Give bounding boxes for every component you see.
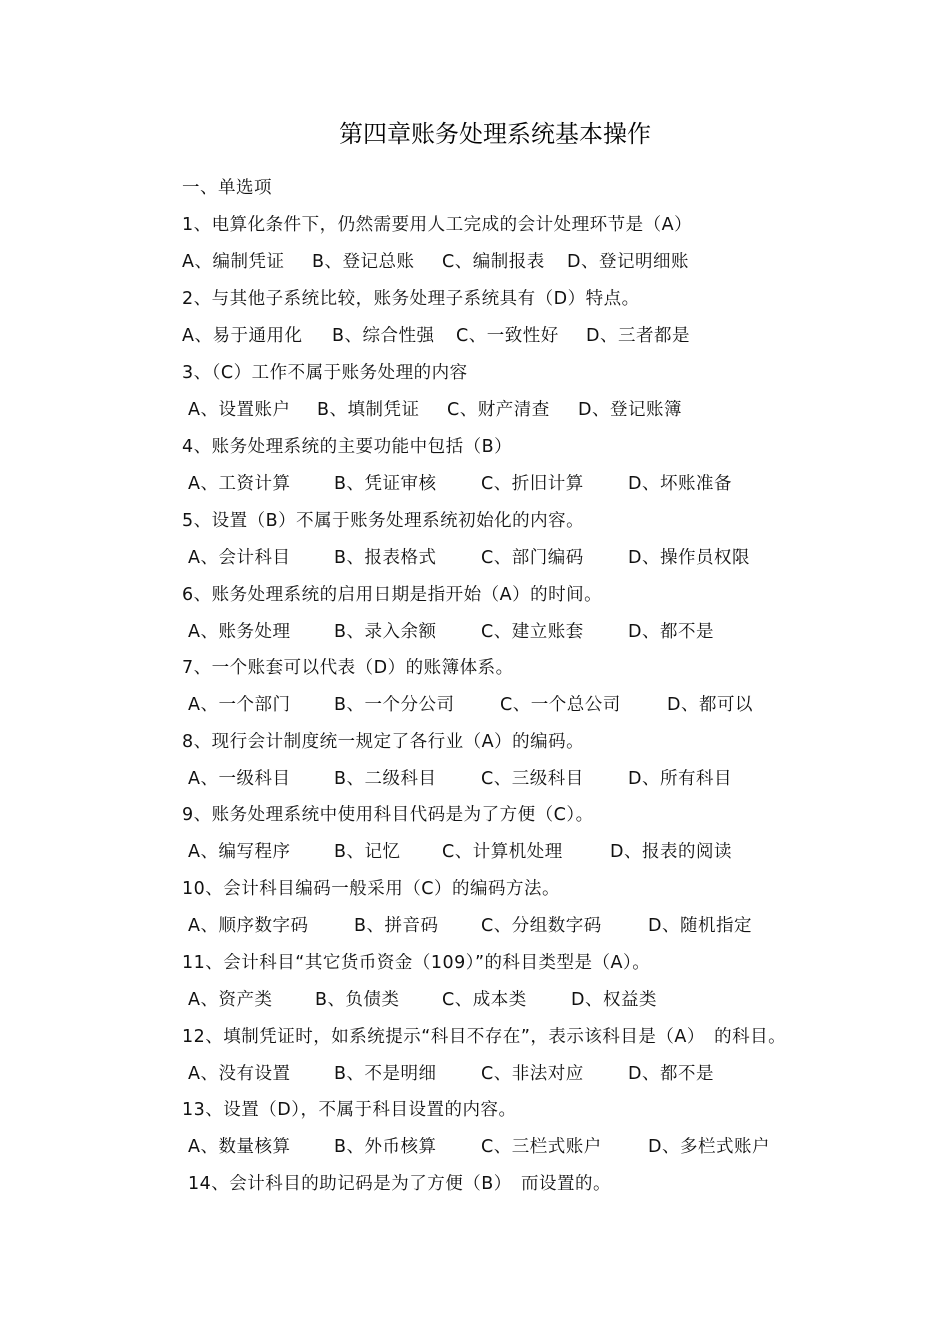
option-5d: D、操作员权限	[628, 548, 750, 568]
option-10d: D、随机指定	[648, 916, 752, 936]
option-2a: A、易于通用化	[182, 326, 303, 346]
question-3: 3、（C）工作不属于账务处理的内容	[182, 363, 468, 383]
option-3a: A、设置账户	[188, 400, 291, 420]
option-10b: B、拼音码	[354, 916, 439, 936]
option-6c: C、建立账套	[481, 622, 584, 642]
option-2d: D、三者都是	[586, 326, 690, 346]
option-7c: C、一个总公司	[500, 695, 621, 715]
question-13: 13、设置（D），不属于科目设置的内容。	[182, 1100, 517, 1120]
option-3b: B、填制凭证	[317, 400, 420, 420]
option-11d: D、权益类	[571, 990, 657, 1010]
chapter-title: 第四章账务处理系统基本操作	[339, 120, 651, 148]
option-13d: D、多栏式账户	[648, 1137, 770, 1157]
option-9a: A、编写程序	[188, 842, 291, 862]
option-11c: C、成本类	[442, 990, 527, 1010]
option-8d: D、所有科目	[628, 769, 732, 789]
option-12a: A、没有设置	[188, 1064, 291, 1084]
question-2: 2、与其他子系统比较，账务处理子系统具有（D）特点。	[182, 289, 640, 309]
question-5: 5、设置（B）不属于账务处理系统初始化的内容。	[182, 511, 585, 531]
option-1c: C、编制报表	[442, 252, 545, 272]
option-11b: B、负债类	[315, 990, 400, 1010]
option-12c: C、非法对应	[481, 1064, 584, 1084]
option-13c: C、三栏式账户	[481, 1137, 602, 1157]
option-3c: C、财产清查	[447, 400, 550, 420]
option-13a: A、数量核算	[188, 1137, 291, 1157]
option-5c: C、部门编码	[481, 548, 584, 568]
option-8a: A、一级科目	[188, 769, 291, 789]
option-8b: B、二级科目	[334, 769, 437, 789]
option-4d: D、坏账准备	[628, 474, 732, 494]
option-12d: D、都不是	[628, 1064, 714, 1084]
option-8c: C、三级科目	[481, 769, 584, 789]
option-2b: B、综合性强	[332, 326, 435, 346]
option-9d: D、报表的阅读	[610, 842, 732, 862]
question-7: 7、一个账套可以代表（D）的账簿体系。	[182, 658, 514, 678]
option-9b: B、记忆	[334, 842, 401, 862]
option-2c: C、一致性好	[456, 326, 559, 346]
question-14: 14、会计科目的助记码是为了方便（B） 而设置的。	[188, 1174, 612, 1194]
option-4b: B、凭证审核	[334, 474, 437, 494]
section-heading: 一、单选项	[182, 178, 272, 198]
option-7b: B、一个分公司	[334, 695, 455, 715]
option-1d: D、登记明细账	[567, 252, 689, 272]
question-8: 8、现行会计制度统一规定了各行业（A）的编码。	[182, 732, 585, 752]
option-4a: A、工资计算	[188, 474, 291, 494]
option-6b: B、录入余额	[334, 622, 437, 642]
option-6a: A、账务处理	[188, 622, 291, 642]
option-5b: B、报表格式	[334, 548, 437, 568]
question-10: 10、会计科目编码一般采用（C）的编码方法。	[182, 879, 560, 899]
question-1: 1、电算化条件下，仍然需要用人工完成的会计处理环节是（A）	[182, 215, 693, 235]
question-11: 11、会计科目“其它货币资金（109）”的科目类型是（A）。	[182, 953, 651, 973]
option-1b: B、登记总账	[312, 252, 415, 272]
option-5a: A、会计科目	[188, 548, 291, 568]
option-6d: D、都不是	[628, 622, 714, 642]
option-10a: A、顺序数字码	[188, 916, 309, 936]
question-12: 12、填制凭证时，如系统提示“科目不存在”，表示该科目是（A） 的科目。	[182, 1027, 787, 1047]
option-10c: C、分组数字码	[481, 916, 602, 936]
question-6: 6、账务处理系统的启用日期是指开始（A）的时间。	[182, 585, 603, 605]
option-4c: C、折旧计算	[481, 474, 584, 494]
option-11a: A、资产类	[188, 990, 273, 1010]
option-3d: D、登记账簿	[578, 400, 682, 420]
option-9c: C、计算机处理	[442, 842, 563, 862]
option-12b: B、不是明细	[334, 1064, 437, 1084]
option-13b: B、外币核算	[334, 1137, 437, 1157]
option-1a: A、编制凭证	[182, 252, 285, 272]
option-7a: A、一个部门	[188, 695, 291, 715]
question-9: 9、账务处理系统中使用科目代码是为了方便（C）。	[182, 805, 594, 825]
option-7d: D、都可以	[667, 695, 753, 715]
question-4: 4、账务处理系统的主要功能中包括（B）	[182, 437, 513, 457]
